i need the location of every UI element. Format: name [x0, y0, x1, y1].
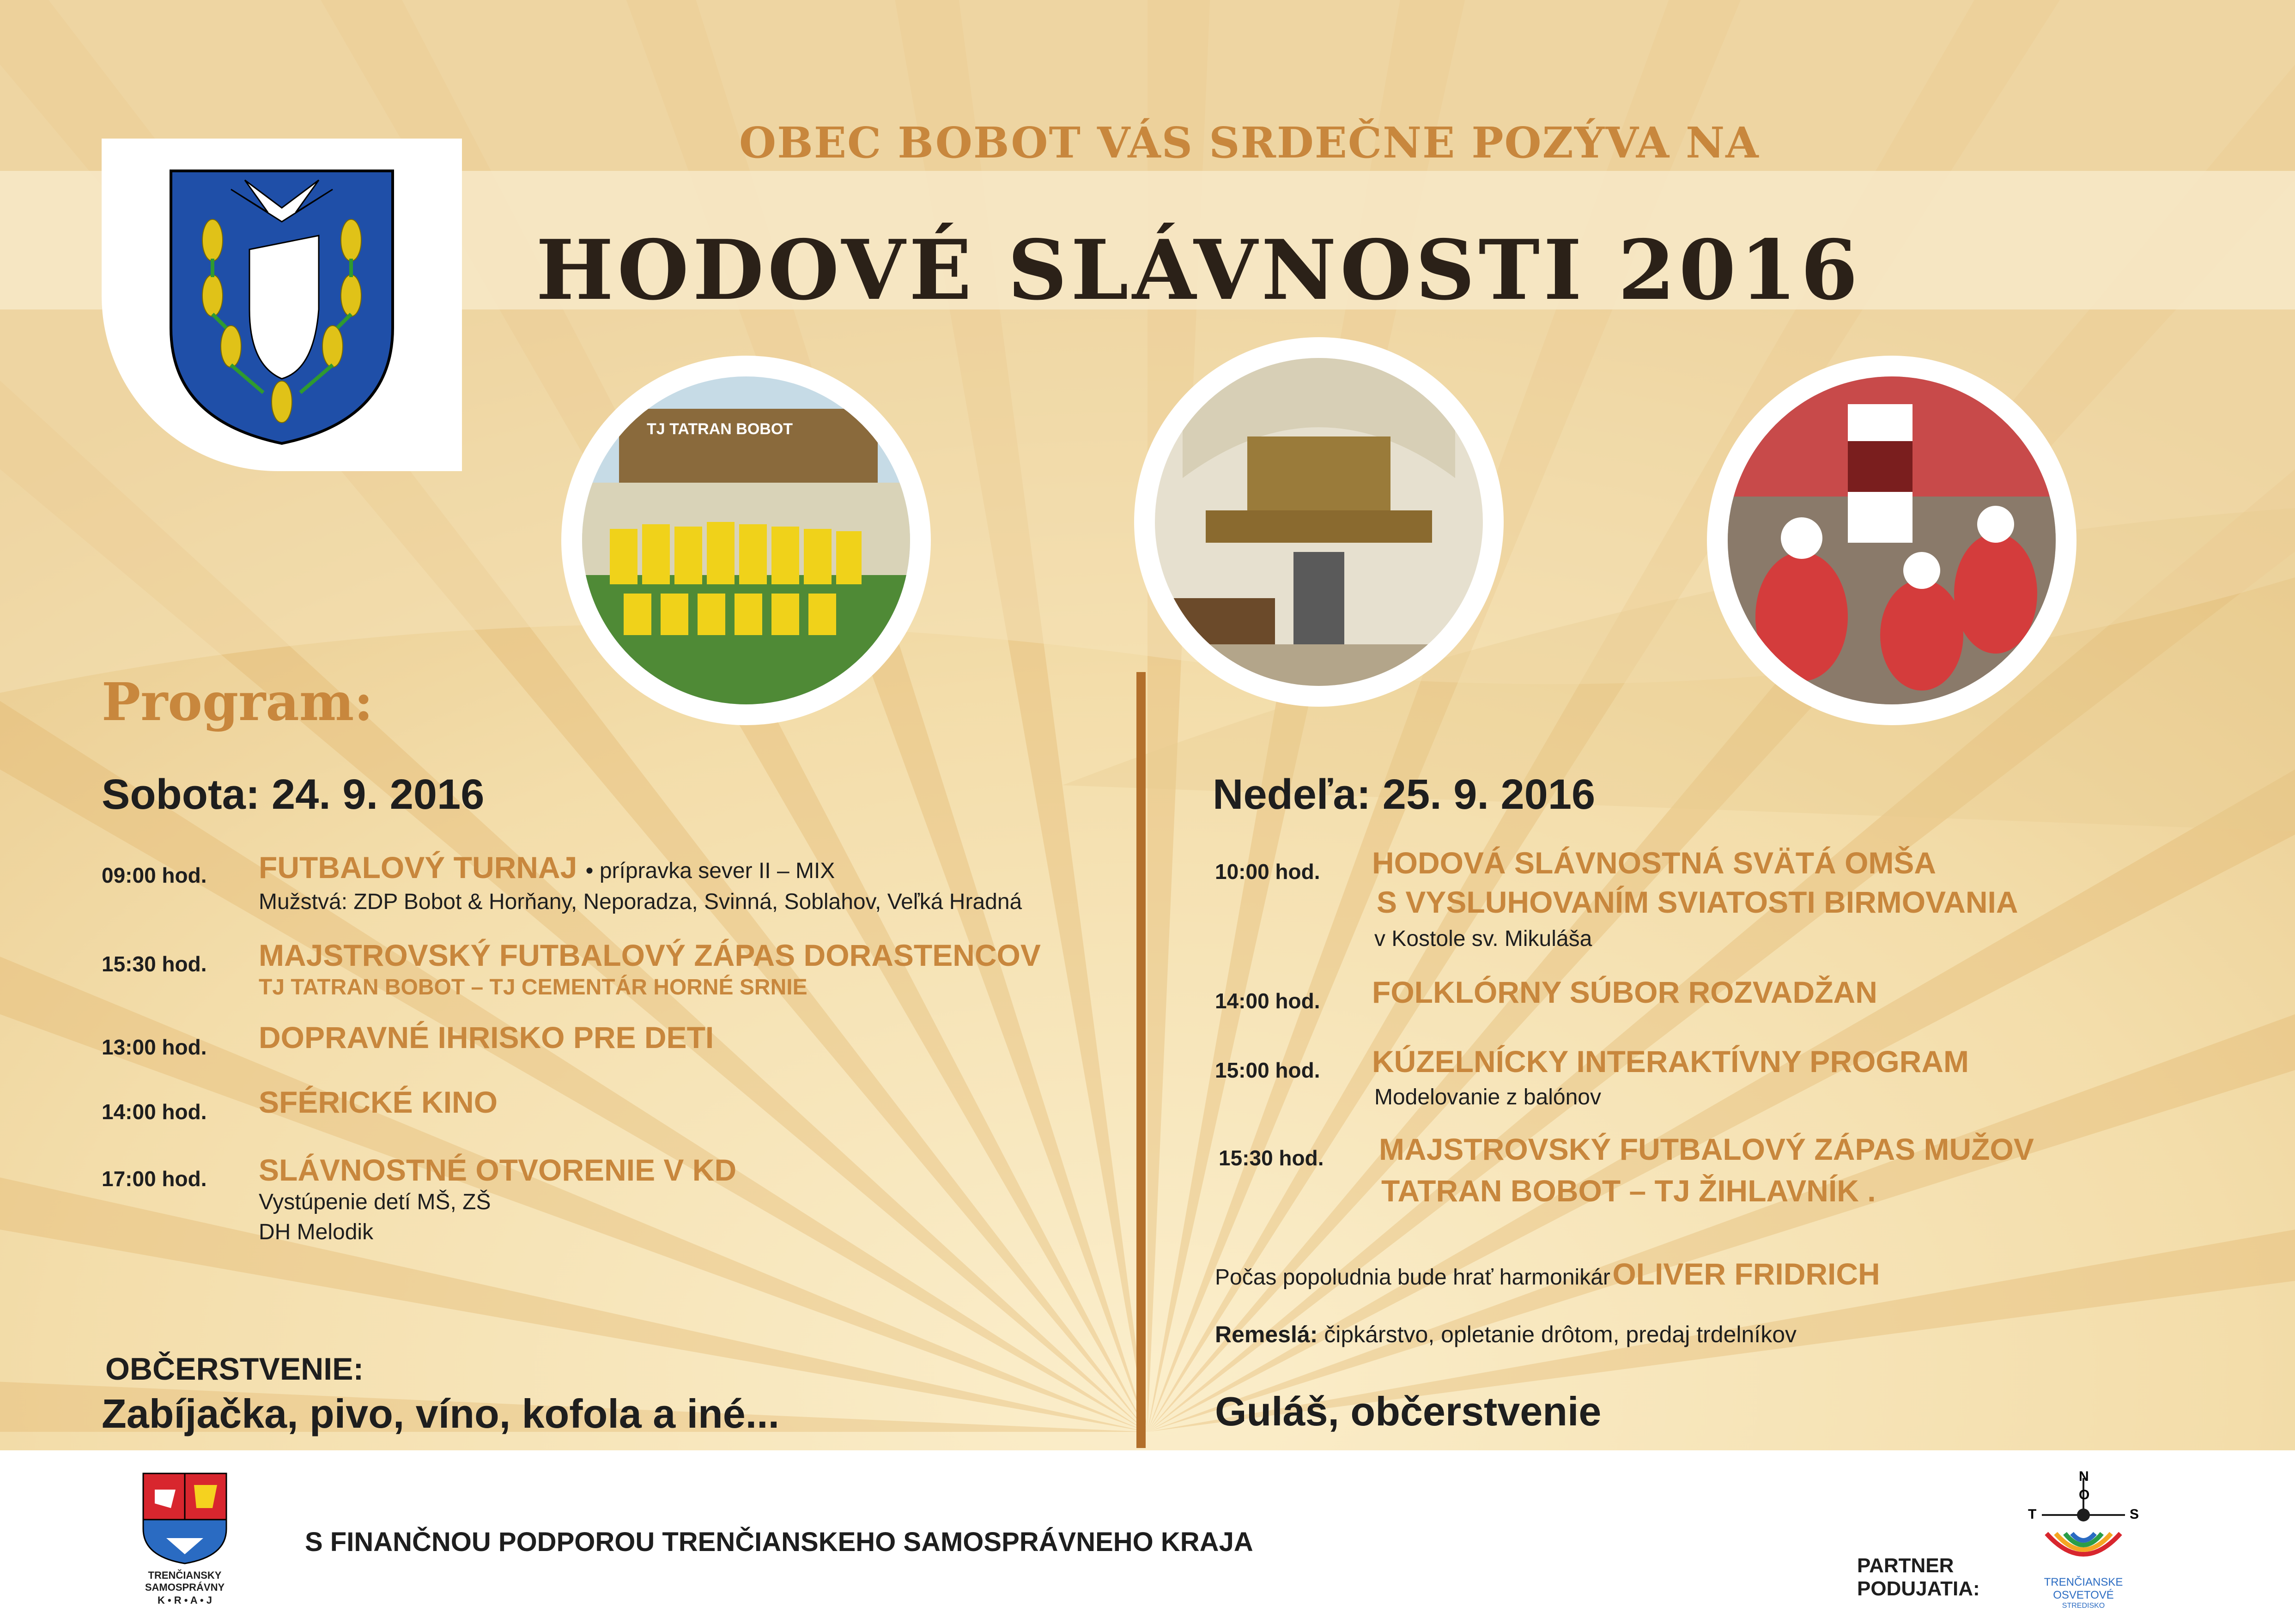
sun-event-1-title: HODOVÁ SLÁVNOSTNÁ SVÄTÁ OMŠA — [1372, 846, 1937, 880]
sat-event-2-sub: TJ TATRAN BOBOT – TJ CEMENTÁR HORNÉ SRNIE — [259, 975, 808, 1000]
sat-event-5-sub2: DH Melodik — [259, 1220, 374, 1244]
football-team-photo — [561, 356, 931, 725]
folklore-dancers-photo — [1707, 356, 2076, 725]
tnos-letter-s: S — [2130, 1507, 2139, 1522]
sun-event-4-title2: TATRAN BOBOT – TJ ŽIHLAVNÍK . — [1381, 1174, 1876, 1208]
church-interior-photo — [1134, 337, 1504, 707]
music-prefix: Počas popoludnia bude hrať harmonikár — [1215, 1265, 1610, 1290]
church-interior-image — [1155, 358, 1483, 686]
sun-event-1-time: 10:00 hod. — [1215, 860, 1320, 884]
sat-event-4-title: SFÉRICKÉ KINO — [259, 1085, 498, 1119]
crafts-line — [1215, 1321, 1797, 1348]
sat-event-1-sub: Mužstvá: ZDP Bobot & Horňany, Neporadza, Svinná, Soblahov, Veľká Hradná — [259, 890, 1022, 914]
column-divider — [1136, 672, 1146, 1448]
sat-event-3-time: 13:00 hod. — [102, 1035, 207, 1059]
sunday-heading: Nedeľa: 25. 9. 2016 — [1213, 771, 1596, 818]
sunday-food: Guláš, občerstvenie — [1215, 1388, 1602, 1434]
saturday-heading: Sobota: 24. 9. 2016 — [102, 771, 485, 818]
sat-event-1-title-text: FUTBALOVÝ TURNAJ — [259, 850, 577, 885]
sun-event-4-title: MAJSTROVSKÝ FUTBALOVÝ ZÁPAS MUŽOV — [1379, 1132, 2034, 1166]
sun-event-3-time: 15:00 hod. — [1215, 1058, 1320, 1082]
sun-event-3-sub: Modelovanie z balónov — [1374, 1085, 1601, 1109]
tsk-logo-text2: SAMOSPRÁVNY — [145, 1582, 225, 1593]
invite-heading: OBEC BOBOT VÁS SRDEČNE POZÝVA NA — [739, 118, 1760, 168]
tnos-text2: OSVETOVÉ — [2053, 1589, 2114, 1601]
stadium-sign: TJ TATRAN BOBOT — [647, 420, 793, 438]
partner-label-2: PODUJATIA: — [1857, 1577, 1980, 1600]
tsk-logo-text3: K • R • A • J — [157, 1594, 212, 1606]
sat-event-1-note: • prípravka sever II – MIX — [585, 859, 835, 883]
music-line — [1215, 1256, 1880, 1291]
trencin-region-coat-of-arms-icon — [139, 1469, 231, 1566]
tnos-letter-n: N — [2079, 1469, 2089, 1484]
refreshment-text: Zabíjačka, pivo, víno, kofola a iné... — [102, 1391, 780, 1436]
bobot-coat-of-arms-icon — [162, 162, 402, 448]
music-name: OLIVER FRIDRICH — [1612, 1257, 1880, 1291]
sat-event-2-title: MAJSTROVSKÝ FUTBALOVÝ ZÁPAS DORASTENCOV — [259, 938, 1041, 972]
tnos-letter-o: O — [2079, 1487, 2090, 1503]
refreshment-label: OBČERSTVENIE: — [105, 1351, 364, 1387]
tsk-logo — [129, 1469, 240, 1617]
footer — [0, 1450, 2295, 1624]
financial-support-text: S FINANČNOU PODPOROU TRENČIANSKEHO SAMOSPRÁVNEHO KRAJA — [305, 1527, 1253, 1557]
sun-event-1-sub: v Kostole sv. Mikuláša — [1374, 927, 1592, 951]
crafts-text: čipkárstvo, opletanie drôtom, predaj trdelníkov — [1324, 1321, 1797, 1347]
sun-event-1-title2: S VYSLUHOVANÍM SVIATOSTI BIRMOVANIA — [1377, 885, 2018, 919]
sat-event-2-time: 15:30 hod. — [102, 952, 207, 976]
sat-event-5-title: SLÁVNOSTNÉ OTVORENIE V KD — [259, 1153, 737, 1187]
sat-event-4-time: 14:00 hod. — [102, 1100, 207, 1124]
sat-event-5-time: 17:00 hod. — [102, 1167, 207, 1191]
sat-event-3-title: DOPRAVNÉ IHRISKO PRE DETI — [259, 1020, 714, 1054]
sun-event-3-title: KÚZELNÍCKY INTERAKTÍVNY PROGRAM — [1372, 1044, 1969, 1079]
tsk-logo-text1: TRENČIANSKY — [148, 1569, 222, 1581]
sat-event-5-sub: Vystúpenie detí MŠ, ZŠ — [259, 1190, 491, 1214]
tnos-logo — [2014, 1469, 2153, 1621]
sun-event-4-time: 15:30 hod. — [1219, 1146, 1324, 1170]
sun-event-2-time: 14:00 hod. — [1215, 989, 1320, 1013]
partner-label-1: PARTNER — [1857, 1554, 1954, 1577]
sun-event-2-title: FOLKLÓRNY SÚBOR ROZVADŽAN — [1372, 975, 1877, 1009]
sat-event-1-title — [259, 850, 835, 885]
crafts-label: Remeslá: — [1215, 1321, 1318, 1347]
tnos-letter-t: T — [2028, 1507, 2037, 1522]
program-heading: Program: — [102, 672, 373, 733]
folklore-dancers-image — [1728, 376, 2056, 704]
sat-event-1-time: 09:00 hod. — [102, 863, 207, 887]
tnos-text3: STREDISKO — [2062, 1602, 2105, 1610]
event-title: HODOVÉ SLÁVNOSTI 2016 — [536, 222, 1862, 318]
tnos-text1: TRENČIANSKE — [2044, 1576, 2123, 1588]
coat-of-arms-box — [102, 139, 462, 471]
